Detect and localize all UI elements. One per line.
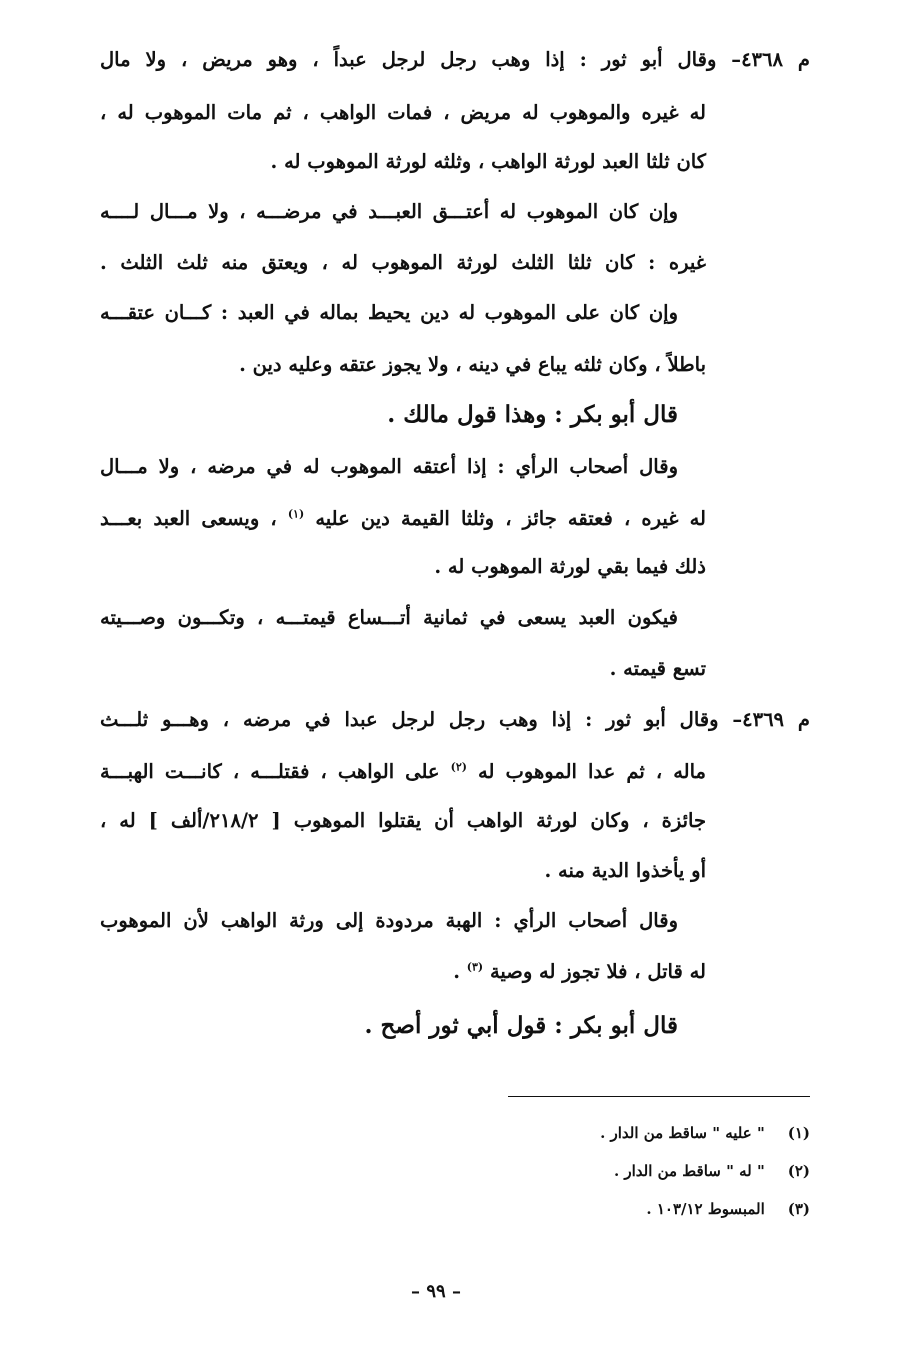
footnote-number: (٣) [787,1200,810,1218]
page-number: – ٩٩ – [411,1281,461,1302]
abu-bakr-comment: قال أبو بكر : قول أبي ثور أصح . [364,1012,678,1039]
footnote [600,1122,810,1144]
text-line: وقال أصحاب الرأي : إذا أعتقه الموهوب له في مرضه ، ولا مـــال [100,455,678,478]
text-segment: على الواهب ، فقتلـــه ، كانـــت الهبـــة [100,760,440,783]
footnote-text: " عليه " ساقط من الدار . [600,1124,765,1142]
text-line: أو يأخذوا الدية منه . [544,859,706,882]
text-segment: ، ويسعى العبد بعـــد [100,507,277,530]
footnote [614,1160,810,1182]
text-line: وإن كان على الموهوب له دين يحيط بماله في العبد : كـــان عتقـــه [100,301,678,324]
text-line: له غيره والموهوب له مريض ، فمات الواهب ، ثم مات الموهوب له ، [100,101,706,124]
footnote-text: " له " ساقط من الدار . [613,1162,765,1180]
text-line: باطلاً ، وكان ثلثه يباع في دينه ، ولا يجوز عتقه وعليه دين . [239,353,706,376]
text-line: م ٤٣٦٩– وقال أبو ثور : إذا وهب رجل لرجل عبدا في مرضه ، وهـــو ثلـــث [100,708,810,731]
footnote-number: (٢) [787,1162,810,1180]
text-line: جائزة ، وكان لورثة الواهب أن يقتلوا الموهوب [ ٢١٨/٢/ألف ] له ، [100,809,707,832]
text-line: م ٤٣٦٨– وقال أبو ثور : إذا وهب رجل لرجل عبداً ، وهو مريض ، ولا مال [100,48,810,71]
footnote-separator [508,1096,810,1097]
abu-bakr-comment: قال أبو بكر : وهذا قول مالك . [387,401,678,428]
text-line: فيكون العبد يسعى في ثمانية أتـــساع قيمتـــه ، وتكـــون وصـــيته [100,606,678,629]
text-line: وإن كان الموهوب له أعتـــق العبـــد في مرضـــه ، ولا مـــال لــــه [100,200,678,223]
footnote [646,1198,810,1220]
text-line [100,504,706,534]
text-segment: له قاتل ، فلا تجوز له وصية [489,960,706,983]
text-line [100,757,706,787]
text-line: ذلك فيما بقي لورثة الموهوب له . [434,555,706,578]
footnote-ref: (٣) [466,960,484,974]
footnote-number: (١) [787,1124,810,1142]
text-segment: . [453,960,460,983]
footnote-ref: (١) [287,507,305,521]
text-segment: له غيره ، فعتقه جائز ، وثلثا القيمة دين عليه [315,507,707,530]
text-line: تسع قيمته . [609,657,706,680]
text-line: كان ثلثا العبد لورثة الواهب ، وثلثه لورثة الموهوب له . [270,150,706,173]
text-line [453,957,706,987]
text-line: وقال أصحاب الرأي : الهبة مردودة إلى ورثة الواهب لأن الموهوب [100,909,678,932]
text-segment: ماله ، ثم عدا الموهوب له [478,760,706,783]
text-line: غيره : كان ثلثا الثلث لورثة الموهوب له ، ويعتق منه ثلث الثلث . [100,251,706,274]
footnote-text: المبسوط ١٠٣/١٢ . [646,1200,765,1218]
footnote-ref: (٢) [450,760,467,774]
